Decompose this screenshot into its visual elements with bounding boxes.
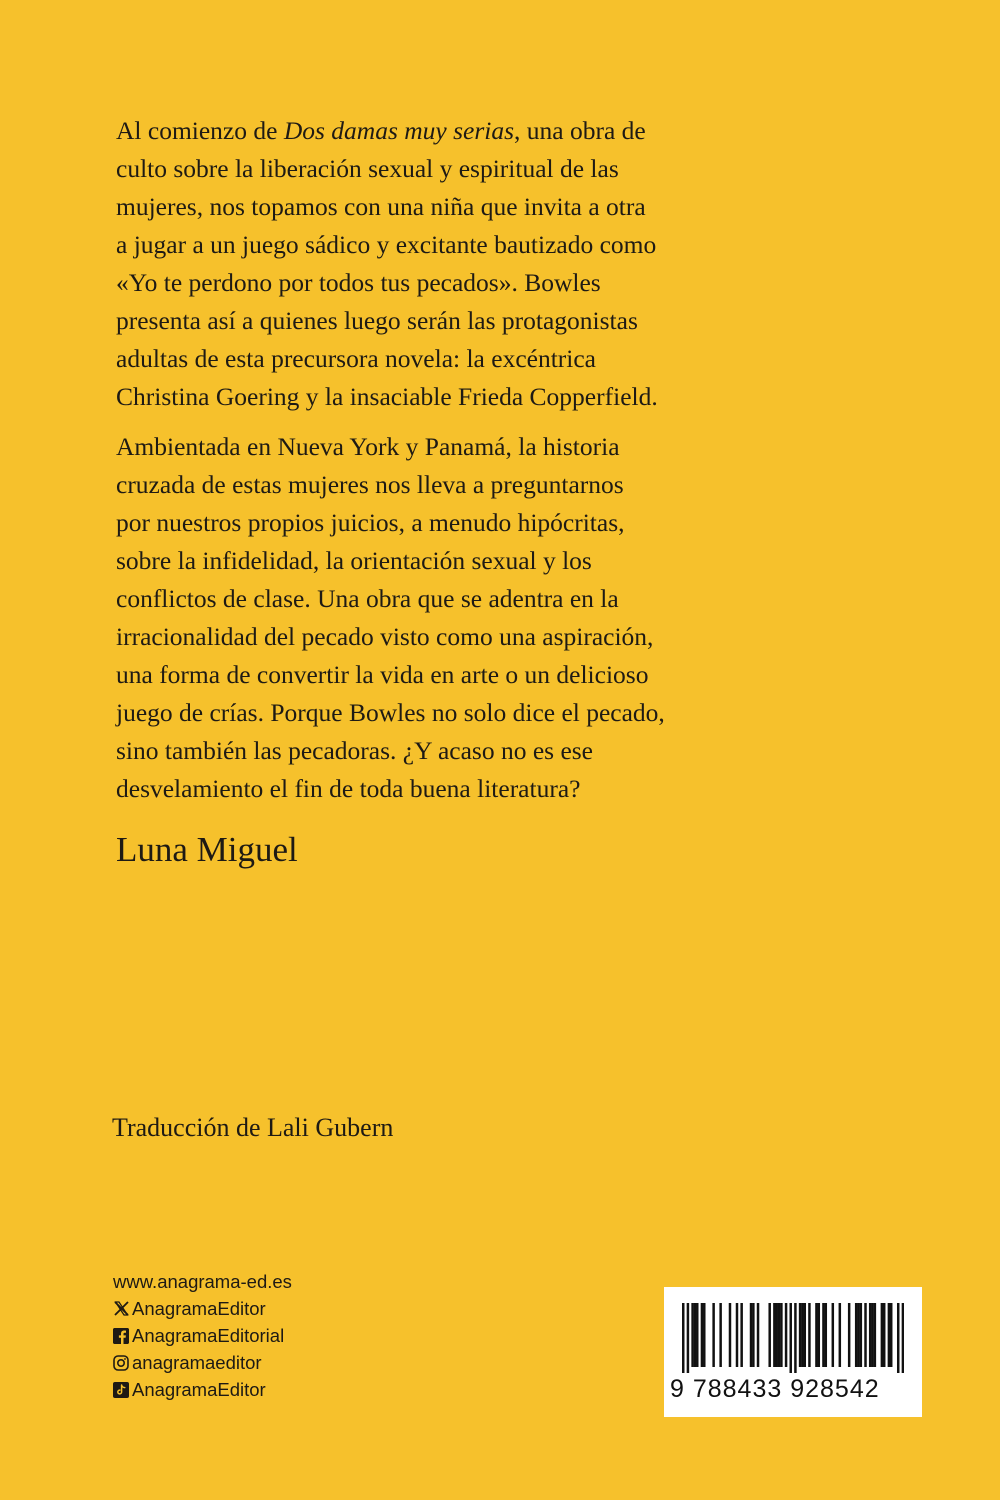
blurb-line: «Yo te perdono por todos tus pecados». Bowles bbox=[116, 268, 601, 297]
barcode-bar bbox=[775, 1303, 777, 1367]
barcode-bar bbox=[848, 1303, 850, 1367]
x-handle-link[interactable]: AnagramaEditor bbox=[132, 1298, 266, 1319]
blurb-line: presenta así a quienes luego serán las protagonistas bbox=[116, 306, 638, 335]
barcode-bar bbox=[869, 1303, 871, 1367]
tiktok-row bbox=[113, 1376, 292, 1403]
blurb-line: juego de crías. Porque Bowles no solo dice el pecado, bbox=[116, 698, 665, 727]
blurb-line: una forma de convertir la vida en arte o un delicioso bbox=[116, 660, 649, 689]
barcode-bars bbox=[682, 1303, 904, 1373]
barcode-bar bbox=[768, 1303, 770, 1367]
barcode-bar bbox=[752, 1303, 754, 1367]
instagram-handle-link[interactable]: anagramaeditor bbox=[132, 1352, 262, 1373]
barcode-bar bbox=[874, 1303, 876, 1367]
blurb-line: cruzada de estas mujeres nos lleva a preguntarnos bbox=[116, 470, 624, 499]
barcode-bar bbox=[818, 1303, 820, 1367]
tiktok-handle-link[interactable]: AnagramaEditor bbox=[132, 1379, 266, 1400]
barcode-bar bbox=[888, 1303, 890, 1367]
barcode-bar bbox=[757, 1303, 759, 1367]
barcode-bar bbox=[703, 1303, 705, 1367]
barcode-bar bbox=[740, 1303, 742, 1367]
barcode-bar bbox=[801, 1303, 803, 1367]
barcode-bar bbox=[694, 1303, 696, 1367]
barcode-bar bbox=[860, 1303, 862, 1367]
barcode-bar bbox=[881, 1303, 883, 1367]
barcode-bar bbox=[825, 1303, 827, 1367]
barcode-bar bbox=[712, 1303, 714, 1367]
blurb-paragraph-1 bbox=[116, 112, 916, 416]
blurb-line: culto sobre la liberación sexual y espiritual de las bbox=[116, 154, 619, 183]
blurb-line: a jugar a un juego sádico y excitante bautizado como bbox=[116, 230, 657, 259]
barcode-bar bbox=[808, 1303, 810, 1367]
tiktok-icon bbox=[113, 1382, 129, 1398]
website-link[interactable]: www.anagrama-ed.es bbox=[113, 1271, 292, 1292]
barcode-bar bbox=[799, 1303, 801, 1367]
barcode-bar bbox=[696, 1303, 698, 1367]
back-cover-blurb bbox=[116, 112, 916, 808]
barcode-bar bbox=[804, 1303, 806, 1367]
blurb-author: Luna Miguel bbox=[116, 830, 298, 869]
blurb-line: Al comienzo de Dos damas muy serias, una obra de bbox=[116, 116, 646, 145]
barcode-bar bbox=[780, 1303, 782, 1367]
website-row bbox=[113, 1268, 292, 1295]
x-icon bbox=[113, 1301, 129, 1317]
blurb-line: sobre la infidelidad, la orientación sexual y los bbox=[116, 546, 592, 575]
x-row bbox=[113, 1295, 292, 1322]
instagram-icon bbox=[113, 1355, 129, 1371]
publisher-links bbox=[113, 1268, 292, 1403]
blurb-line: Christina Goering y la insaciable Frieda Copperfield. bbox=[116, 382, 658, 411]
barcode-bar bbox=[871, 1303, 873, 1367]
barcode-bar bbox=[773, 1303, 775, 1367]
barcode-bar bbox=[890, 1303, 892, 1367]
blurb-line: Ambientada en Nueva York y Panamá, la historia bbox=[116, 432, 620, 461]
barcode-bar bbox=[855, 1303, 857, 1367]
blurb-paragraph-2 bbox=[116, 428, 916, 808]
blurb-line: desvelamiento el fin de toda buena literatura? bbox=[116, 774, 581, 803]
barcode-bar bbox=[701, 1303, 703, 1367]
translation-credit: Traducción de Lali Gubern bbox=[112, 1113, 394, 1142]
barcode-bar bbox=[778, 1303, 780, 1367]
barcode-bar bbox=[736, 1303, 738, 1367]
barcode-bar bbox=[902, 1303, 904, 1373]
facebook-row bbox=[113, 1322, 292, 1349]
instagram-row bbox=[113, 1349, 292, 1376]
barcode-bar bbox=[857, 1303, 859, 1367]
blurb-line: irracionalidad del pecado visto como una aspiración, bbox=[116, 622, 654, 651]
barcode-bar bbox=[729, 1303, 731, 1367]
facebook-handle-link[interactable]: AnagramaEditorial bbox=[132, 1325, 285, 1346]
barcode-bar bbox=[864, 1303, 866, 1367]
facebook-icon bbox=[113, 1328, 129, 1344]
barcode-bar bbox=[839, 1303, 841, 1367]
barcode-bar bbox=[815, 1303, 817, 1367]
barcode-bar bbox=[789, 1303, 791, 1373]
isbn-number: 9 788433 928542 bbox=[670, 1375, 880, 1403]
barcode-bar bbox=[822, 1303, 824, 1367]
blurb-line: mujeres, nos topamos con una niña que invita a otra bbox=[116, 192, 646, 221]
barcode-bar bbox=[687, 1303, 689, 1373]
barcode-bar bbox=[832, 1303, 834, 1367]
barcode-bar bbox=[682, 1303, 684, 1373]
blurb-line: sino también las pecadoras. ¿Y acaso no es ese bbox=[116, 736, 594, 765]
blurb-line: por nuestros propios juicios, a menudo hipócritas, bbox=[116, 508, 625, 537]
barcode-bar bbox=[897, 1303, 899, 1373]
barcode-bar bbox=[794, 1303, 796, 1373]
barcode-bar bbox=[719, 1303, 721, 1367]
barcode-bar bbox=[785, 1303, 787, 1367]
blurb-line: conflictos de clase. Una obra que se adentra en la bbox=[116, 584, 619, 613]
isbn-barcode bbox=[664, 1287, 922, 1417]
book-title: Dos damas muy serias bbox=[283, 116, 515, 145]
barcode-bar bbox=[691, 1303, 693, 1367]
blurb-line: adultas de esta precursora novela: la excéntrica bbox=[116, 344, 597, 373]
barcode-bar bbox=[750, 1303, 752, 1367]
barcode-bar bbox=[883, 1303, 885, 1367]
